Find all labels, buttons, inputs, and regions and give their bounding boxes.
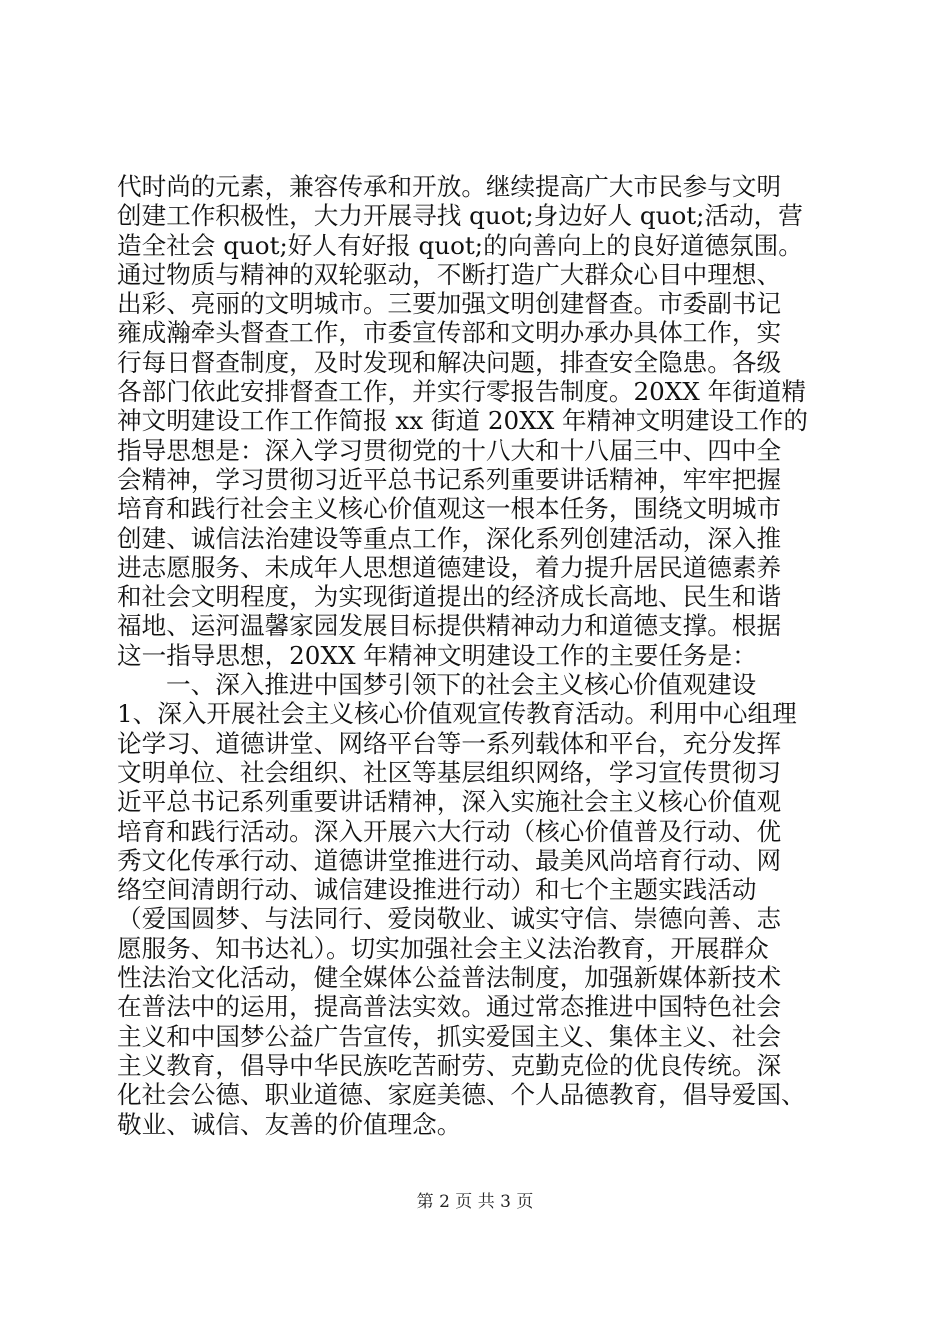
body-line: 秀文化传承行动、道德讲堂推进行动、最美风尚培育行动、网 — [117, 845, 782, 875]
body-line: 敬业、诚信、友善的价值理念。 — [117, 1109, 462, 1139]
body-line: 进志愿服务、未成年人思想道德建设，着力提升居民道德素养 — [117, 552, 782, 582]
body-line: 创建工作积极性，大力开展寻找 quot;身边好人 quot;活动，营 — [117, 201, 803, 231]
body-line: 主义和中国梦公益广告宣传，抓实爱国主义、集体主义、社会 — [117, 1021, 782, 1051]
body-line: 性法治文化活动，健全媒体公益普法制度，加强新媒体新技术 — [117, 963, 782, 993]
body-line: 行每日督查制度，及时发现和解决问题，排查安全隐患。各级 — [117, 347, 782, 377]
body-line: 出彩、亮丽的文明城市。三要加强文明创建督查。市委副书记 — [117, 289, 782, 319]
body-line: 各部门依此安排督查工作，并实行零报告制度。20XX 年街道精 — [117, 377, 806, 407]
body-line: 论学习、道德讲堂、网络平台等一系列载体和平台，充分发挥 — [117, 728, 782, 758]
body-line: 通过物质与精神的双轮驱动，不断打造广大群众心目中理想、 — [117, 259, 782, 289]
body-line: 这一指导思想，20XX 年精神文明建设工作的主要任务是： — [117, 640, 757, 670]
body-line: 培育和践行社会主义核心价值观这一根本任务，围绕文明城市 — [117, 494, 782, 524]
section-heading: 一、深入推进中国梦引领下的社会主义核心价值观建设 — [166, 670, 757, 700]
body-line: 主义教育，倡导中华民族吃苦耐劳、克勤克俭的优良传统。深 — [117, 1050, 782, 1080]
body-line: （爱国圆梦、与法同行、爱岗敬业、诚实守信、崇德向善、志 — [117, 904, 782, 934]
body-line: 雍成瀚牵头督查工作，市委宣传部和文明办承办具体工作，实 — [117, 318, 782, 348]
body-line: 福地、运河温馨家园发展目标提供精神动力和道德支撑。根据 — [117, 611, 782, 641]
body-line: 在普法中的运用，提高普法实效。通过常态推进中国特色社会 — [117, 992, 782, 1022]
body-line: 会精神，学习贯彻习近平总书记系列重要讲话精神，牢牢把握 — [117, 464, 782, 494]
body-line: 近平总书记系列重要讲话精神，深入实施社会主义核心价值观 — [117, 787, 782, 817]
body-line: 指导思想是：深入学习贯彻党的十八大和十八届三中、四中全 — [117, 435, 782, 465]
body-line: 愿服务、知书达礼）。切实加强社会主义法治教育，开展群众 — [117, 933, 769, 963]
page-footer — [0, 1187, 950, 1212]
body-line: 创建、诚信法治建设等重点工作，深化系列创建活动，深入推 — [117, 523, 782, 553]
body-line: 造全社会 quot;好人有好报 quot;的向善向上的良好道德氛围。 — [117, 230, 803, 260]
body-line: 代时尚的元素，兼容传承和开放。继续提高广大市民参与文明 — [117, 172, 782, 201]
body-line: 和社会文明程度，为实现街道提出的经济成长高地、民生和谐 — [117, 582, 782, 612]
body-line: 文明单位、社会组织、社区等基层组织网络，学习宣传贯彻习 — [117, 757, 782, 787]
body-line: 神文明建设工作工作简报 xx 街道 20XX 年精神文明建设工作的 — [117, 406, 808, 436]
body-line: 化社会公德、职业道德、家庭美德、个人品德教育，倡导爱国、 — [117, 1080, 806, 1110]
body-line: 1、深入开展社会主义核心价值观宣传教育活动。利用中心组理 — [117, 699, 797, 729]
document-body — [117, 172, 847, 1139]
page-number-label: 第 2 页 共 3 页 — [416, 1192, 534, 1212]
body-line: 培育和践行活动。深入开展六大行动（核心价值普及行动、优 — [117, 816, 782, 846]
body-line: 络空间清朗行动、诚信建设推进行动）和七个主题实践活动 — [117, 875, 757, 905]
